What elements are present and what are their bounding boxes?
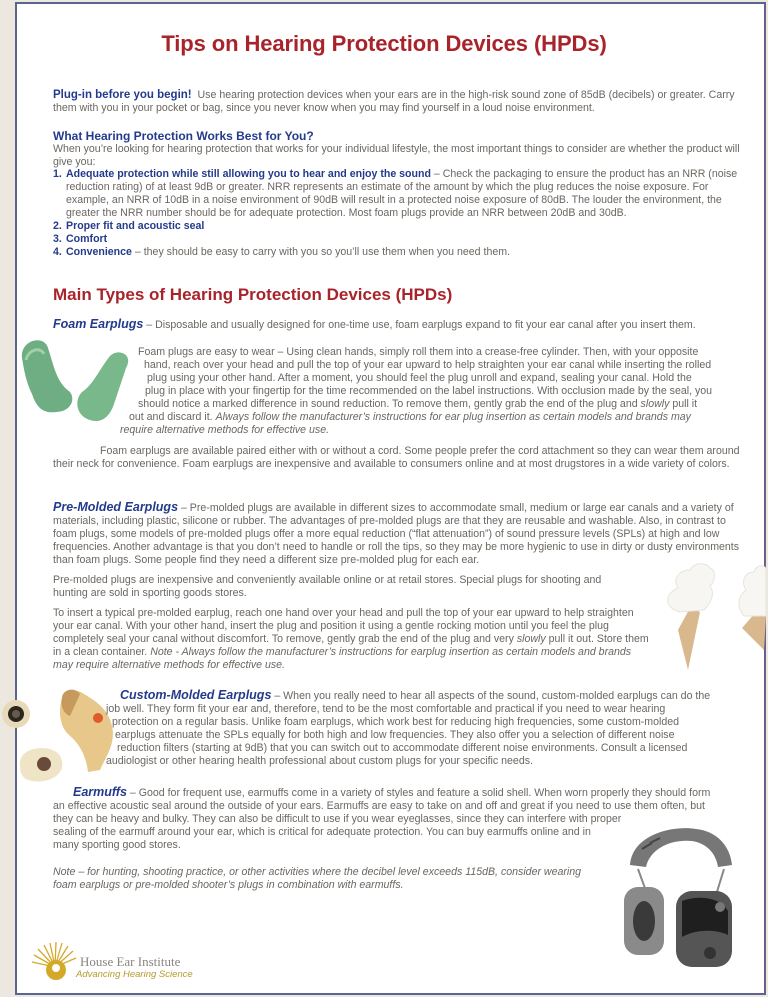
logo-tagline: Advancing Hearing Science: [76, 969, 193, 980]
foam-title: Foam Earplugs: [53, 317, 144, 331]
foam-note: out and discard it. Always follow the manufacturer’s instructions for ear plug insertion as certain models and brands may: [129, 411, 691, 423]
list-item: 3. Comfort: [53, 233, 108, 245]
earmuffs-note: Note – for hunting, shooting practice, or other activities where the decibel level exceeds 115dB, consider wearing foam earplugs or pre-molded shooter’s plugs in combination with earmuffs.: [53, 866, 582, 891]
earmuffs-image: [612, 825, 752, 975]
list-item: 1. Adequate protection while still allowing you to hear and enjoy the sound – Check the packaging to ensure the product has an NRR (noise reduction rating) of at least 9dB or greater. NRR represents an estimate of the amount by which the plug reduces the noise exposure. For example, an NRR of 10dB in a noise environment of 90dB will result in a protected noise exposure of 80dB. The louder the environment, the greater the NRR number should be for adequate protection. Most foam plugs provide an NRR between 20dB and 30dB.: [53, 168, 738, 219]
works-best-text: When you’re looking for hearing protection that works for your individual lifestyle, the most important things to consider are whether the product will give you:: [53, 143, 740, 168]
works-best-list: [53, 168, 743, 259]
premolded-insert: To insert a typical pre-molded earplug, reach one hand over your head and pull the top of your ear upward to help straighten your ear canal. With your other hand, insert the plug and position it using a gentle rocking motion until you feel the plug completely seal your canal without discomfort. To remove, gently grab the end of the plug and very slowly pull it out. Store them in a clean container. Note - Always follow the manufacturer’s instructions for earplug insertion as certain models and brands may require alternative methods for effective use.: [53, 607, 649, 671]
foam-cord-paragraph: Foam earplugs are available paired either with or without a cord. Some people prefer the cord attachment so they can wear them around their neck for convenience. Foam earplugs are inexpensive and available to consumers online and at most drugstores in a wide variety of colors.: [53, 445, 740, 470]
premolded-title: Pre-Molded Earplugs: [53, 500, 179, 514]
earmuffs-paragraph: Earmuffs – Good for frequent use, earmuffs come in a variety of styles and feature a solid shell. When worn properly they should form an effective acoustic seal around the outside of your ears. Earmuffs are easy to take on and off and great if you need to use them often, but they can be heavy and bulky. They can also be difficult to use if you wear eyeglasses, since they can interfere with proper sealing of the earmuff around your ear, which is critical for adequate protection. You can buy earmuffs online and in many sporting good stores.: [53, 785, 711, 851]
list-item: 2. Proper fit and acoustic seal: [53, 220, 205, 232]
custom-paragraph: Custom-Molded Earplugs – When you really need to hear all aspects of the sound, custom-molded earplugs can do the job well. They form fit your ear and, therefore, tend to be the most comfortable and practical if you need to wear hearing protection on a regular basis. Unlike foam earplugs, which work best for reducing high frequencies, some custom-molded earplugs attenuate the SPLs equally for both high and low frequencies. They also offer you a selection of different noise reduction filters (starting at 9dB) that you can switch out to accommodate different noise environments. Consult a licensed audiologist or other hearing health professional about custom plugs for your specific needs.: [106, 688, 711, 767]
foam-intro: Foam Earplugs – Disposable and usually designed for one-time use, foam earplugs expand to fit your ear canal after you insert them.: [53, 317, 696, 331]
foam-earplugs-image: [14, 330, 134, 430]
custom-molded-earplugs-image: [0, 686, 115, 786]
intro-text: Use hearing protection devices when your ears are in the high-risk sound zone of 85dB (decibels) or greater. Carry them with you in your pocket or bag, since you never know when you may find yourself in a loud noise environment.: [53, 89, 735, 114]
intro-lead: Plug-in before you begin!: [53, 89, 192, 101]
logo-name: House Ear Institute: [80, 954, 181, 969]
foam-note-end: require alternative methods for effective use.: [120, 424, 330, 436]
intro-paragraph: [53, 89, 743, 115]
main-types-heading: Main Types of Hearing Protection Devices (HPDs): [53, 285, 453, 304]
list-item: 4. Convenience – they should be easy to carry with you so you’ll use them when you need them.: [53, 246, 510, 258]
earmuffs-title: Earmuffs: [73, 785, 127, 799]
custom-title: Custom-Molded Earplugs: [120, 688, 272, 702]
premolded-earplugs-image: [660, 560, 766, 670]
premolded-availability: Pre-molded plugs are inexpensive and conveniently available online or at retail stores. Special plugs for shooting and hunting are sold in sporting goods stores.: [53, 574, 602, 599]
works-best-heading: What Hearing Protection Works Best for You?: [53, 129, 314, 143]
foam-how-to-cont: should notice a marked difference in sound reduction. To remove them, gently grab the end of the plug and slowly pull it: [138, 398, 698, 410]
house-ear-institute-logo-icon: [30, 942, 80, 982]
premolded-paragraph: Pre-Molded Earplugs – Pre-molded plugs are available in different sizes to accommodate small, medium or large ear canals and a variety of materials, including plastic, silicone or rubber. The advantages of pre-molded plugs are that they are reusable and washable. Also, in contrast to foam plugs, some models of pre-molded plugs offer a more equal reduction (“flat attenuation”) of sound pressure levels (SPLs) at high and low frequencies. Another advantage is that you don’t need to handle or roll the tips, so they may be more hygienic to use in dirty or dusty environments than foam plugs. Some people find they need a different size pre-molded plug for each ear.: [53, 500, 740, 566]
page-title: Tips on Hearing Protection Devices (HPDs): [161, 31, 607, 56]
foam-how-to: Foam plugs are easy to wear – Using clean hands, simply roll them into a crease-free cylinder. Then, with your opposite hand, reach over your head and pull the top of your ear upward to help straighten your ear canal while inserting the rolled plug using your other hand. After a moment, you should feel the plug unroll and expand, sealing your canal. Hold the plug in place with your fingertip for the time recommended on the label instructions. With occlusion made by the seal, you: [138, 346, 713, 397]
